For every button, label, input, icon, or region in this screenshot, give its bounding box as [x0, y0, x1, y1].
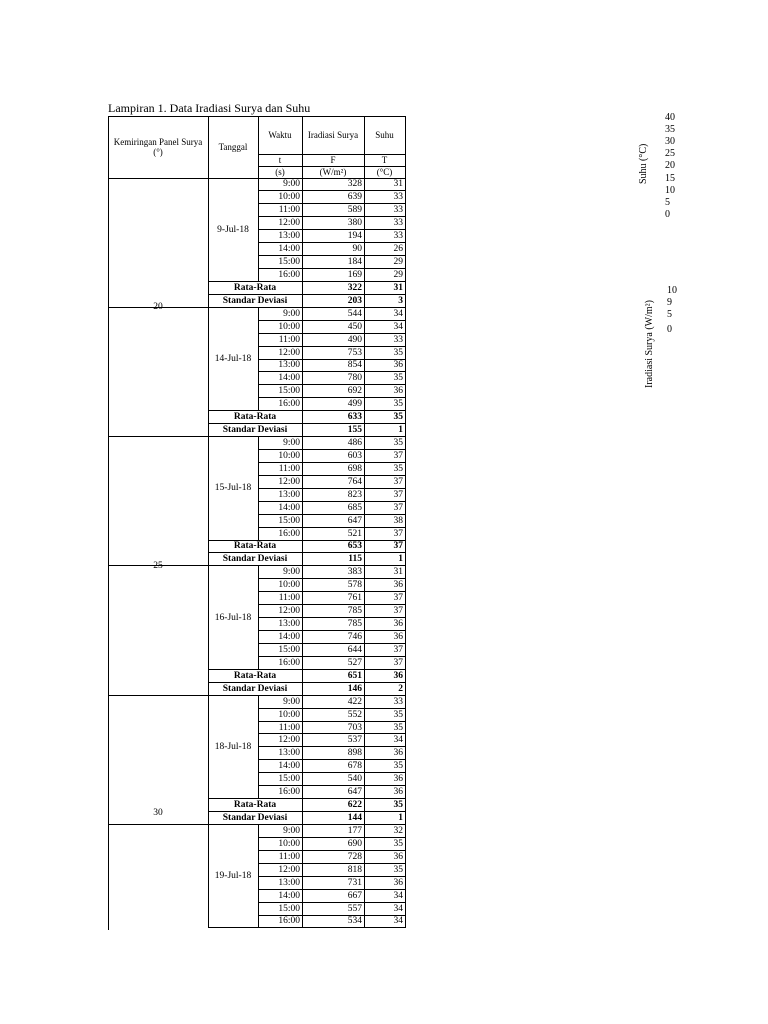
- cell-iradiasi: 854: [347, 360, 362, 371]
- grid-line: [405, 424, 406, 437]
- cell-waktu: 12:00: [278, 735, 300, 746]
- grid-line: [302, 825, 303, 928]
- y-axis-title: Suhu (°C): [638, 143, 649, 184]
- grid-line: [258, 166, 406, 167]
- cell-tanggal: 16-Jul-18: [214, 612, 252, 623]
- cell-iradiasi: 450: [347, 321, 362, 332]
- cell-suhu: 36: [393, 748, 403, 759]
- grid-line: [208, 927, 259, 928]
- cell-waktu: 11:00: [278, 463, 300, 474]
- cell-suhu: 35: [393, 864, 403, 875]
- cell-iradiasi: 823: [347, 489, 362, 500]
- y-tick-label: 10: [665, 184, 675, 196]
- cell-waktu: 11:00: [278, 334, 300, 345]
- cell-iradiasi: 644: [347, 644, 362, 655]
- cell-waktu: 13:00: [278, 231, 300, 242]
- cell-mean-iradiasi: 322: [347, 282, 362, 293]
- cell-waktu: 15:00: [278, 903, 300, 914]
- cell-suhu: 36: [393, 877, 403, 888]
- y-tick-label: 20: [665, 160, 675, 172]
- cell-tanggal: 14-Jul-18: [214, 354, 252, 365]
- cell-iradiasi: 90: [352, 244, 362, 255]
- y-tick-label: 5: [665, 196, 670, 208]
- cell-suhu: 35: [393, 709, 403, 720]
- grid-line: [364, 695, 365, 798]
- cell-iradiasi: 578: [347, 580, 362, 591]
- cell-kemiringan: 30: [153, 807, 163, 818]
- grid-line: [405, 411, 406, 424]
- cell-suhu: 35: [393, 722, 403, 733]
- cell-mean-iradiasi: 622: [347, 800, 362, 811]
- cell-sd-iradiasi: 144: [347, 813, 362, 824]
- data-table: [108, 116, 405, 930]
- grid-line: [258, 927, 406, 928]
- cell-iradiasi: 544: [347, 308, 362, 319]
- grid-line: [302, 437, 303, 540]
- y-tick-label: 30: [665, 136, 675, 148]
- cell-tanggal: 9-Jul-18: [217, 224, 249, 235]
- cell-waktu: 12:00: [278, 347, 300, 358]
- cell-suhu: 33: [393, 218, 403, 229]
- grid-line: [302, 294, 303, 307]
- cell-suhu: 35: [393, 463, 403, 474]
- grid-line: [364, 307, 365, 410]
- grid-line: [302, 799, 303, 812]
- cell-sd-suhu: 1: [398, 813, 403, 824]
- cell-suhu: 31: [393, 567, 403, 578]
- cell-suhu: 29: [393, 257, 403, 268]
- cell-waktu: 9:00: [283, 179, 300, 190]
- grid-line: [302, 424, 303, 437]
- cell-suhu: 36: [393, 619, 403, 630]
- grid-line: [405, 695, 406, 798]
- cell-waktu: 10:00: [278, 321, 300, 332]
- cell-waktu: 14:00: [278, 373, 300, 384]
- y-tick-label: 15: [665, 172, 675, 184]
- cell-mean-iradiasi: 651: [347, 670, 362, 681]
- cell-mean-suhu: 35: [393, 412, 403, 423]
- grid-line: [364, 281, 365, 294]
- grid-line: [364, 799, 365, 812]
- grid-line: [364, 411, 365, 424]
- grid-line: [302, 812, 303, 825]
- grid-line: [364, 812, 365, 825]
- cell-sd-iradiasi: 146: [347, 683, 362, 694]
- grid-line: [364, 116, 365, 178]
- grid-line: [364, 566, 365, 669]
- cell-iradiasi: 761: [347, 593, 362, 604]
- cell-suhu: 38: [393, 515, 403, 526]
- cell-iradiasi: 753: [347, 347, 362, 358]
- cell-waktu: 12:00: [278, 864, 300, 875]
- cell-iradiasi: 534: [347, 916, 362, 927]
- label-standar-deviasi: Standar Deviasi: [222, 295, 288, 306]
- cell-tanggal: 15-Jul-18: [214, 483, 252, 494]
- cell-suhu: 33: [393, 231, 403, 242]
- cell-suhu: 36: [393, 787, 403, 798]
- header-iradiasi: Iradiasi Surya: [307, 130, 359, 140]
- cell-waktu: 13:00: [278, 877, 300, 888]
- cell-waktu: 14:00: [278, 761, 300, 772]
- label-rata-rata: Rata-Rata: [233, 800, 277, 811]
- cell-iradiasi: 557: [347, 903, 362, 914]
- y-tick-label: 35: [665, 124, 675, 136]
- grid-line: [364, 682, 365, 695]
- cell-waktu: 15:00: [278, 515, 300, 526]
- cell-suhu: 36: [393, 632, 403, 642]
- cell-suhu: 31: [393, 179, 403, 190]
- cell-suhu: 34: [393, 308, 403, 319]
- cell-suhu: 33: [393, 205, 403, 216]
- cell-iradiasi: 639: [347, 192, 362, 203]
- cell-waktu: 11:00: [278, 205, 300, 216]
- cell-iradiasi: 380: [347, 218, 362, 229]
- cell-mean-iradiasi: 633: [347, 412, 362, 423]
- cell-suhu: 34: [393, 903, 403, 914]
- grid-line: [302, 116, 303, 178]
- cell-suhu: 36: [393, 774, 403, 785]
- grid-line: [405, 437, 406, 540]
- cell-suhu: 36: [393, 386, 403, 397]
- cell-iradiasi: 603: [347, 450, 362, 461]
- cell-mean-suhu: 31: [393, 282, 403, 293]
- grid-line: [302, 281, 303, 294]
- grid-line: [405, 553, 406, 566]
- header-symbol-f: F: [330, 155, 336, 166]
- cell-suhu: 36: [393, 851, 403, 862]
- cell-iradiasi: 184: [347, 257, 362, 268]
- cell-iradiasi: 746: [347, 632, 362, 642]
- cell-waktu: 10:00: [278, 450, 300, 461]
- label-standar-deviasi: Standar Deviasi: [222, 554, 288, 565]
- grid-line: [302, 178, 303, 281]
- grid-line: [364, 825, 365, 928]
- grid-line: [302, 566, 303, 669]
- header-tanggal: Tanggal: [218, 142, 248, 152]
- grid-line: [302, 682, 303, 695]
- cell-iradiasi: 552: [347, 709, 362, 720]
- grid-line: [405, 799, 406, 812]
- cell-suhu: 34: [393, 916, 403, 927]
- label-rata-rata: Rata-Rata: [233, 541, 277, 552]
- cell-iradiasi: 169: [347, 269, 362, 280]
- cell-iradiasi: 764: [347, 476, 362, 487]
- cell-waktu: 14:00: [278, 890, 300, 901]
- cell-iradiasi: 499: [347, 399, 362, 410]
- header-unit-c: (°C): [376, 167, 393, 178]
- cell-suhu: 32: [393, 825, 403, 836]
- cell-waktu: 15:00: [278, 644, 300, 655]
- cell-tanggal: 19-Jul-18: [214, 871, 252, 882]
- cell-suhu: 37: [393, 489, 403, 500]
- cell-suhu: 37: [393, 528, 403, 539]
- cell-waktu: 11:00: [278, 851, 300, 862]
- grid-line: [364, 294, 365, 307]
- grid-line: [258, 116, 259, 178]
- cell-suhu: 37: [393, 502, 403, 513]
- cell-waktu: 13:00: [278, 489, 300, 500]
- grid-line: [258, 178, 259, 281]
- cell-iradiasi: 422: [347, 696, 362, 707]
- cell-iradiasi: 486: [347, 438, 362, 449]
- grid-line: [258, 307, 259, 410]
- cell-suhu: 35: [393, 373, 403, 384]
- cell-iradiasi: 898: [347, 748, 362, 759]
- grid-line: [405, 281, 406, 294]
- cell-iradiasi: 690: [347, 838, 362, 849]
- grid-line: [258, 695, 259, 798]
- cell-waktu: 10:00: [278, 838, 300, 849]
- cell-suhu: 37: [393, 644, 403, 655]
- cell-suhu: 37: [393, 606, 403, 617]
- cell-suhu: 34: [393, 890, 403, 901]
- y-tick-label: 40: [665, 112, 675, 123]
- cell-iradiasi: 383: [347, 567, 362, 578]
- y-tick-label: 0: [667, 324, 672, 335]
- cell-suhu: 26: [393, 244, 403, 255]
- grid-line: [405, 307, 406, 410]
- cell-sd-iradiasi: 203: [347, 295, 362, 306]
- header-symbol-t2: T: [381, 155, 388, 166]
- cell-waktu: 11:00: [278, 593, 300, 604]
- cell-sd-iradiasi: 115: [348, 554, 362, 565]
- cell-waktu: 16:00: [278, 657, 300, 668]
- cell-waktu: 10:00: [278, 709, 300, 720]
- grid-line: [405, 825, 406, 928]
- grid-line: [302, 411, 303, 424]
- grid-line: [364, 553, 365, 566]
- cell-iradiasi: 780: [347, 373, 362, 384]
- cell-waktu: 15:00: [278, 257, 300, 268]
- cell-suhu: 34: [393, 735, 403, 746]
- cell-waktu: 16:00: [278, 787, 300, 798]
- label-standar-deviasi: Standar Deviasi: [222, 813, 288, 824]
- grid-line: [364, 669, 365, 682]
- cell-waktu: 14:00: [278, 244, 300, 255]
- page-caption: Lampiran 1. Data Iradiasi Surya dan Suhu: [108, 101, 311, 115]
- cell-iradiasi: 647: [347, 515, 362, 526]
- grid-line: [405, 682, 406, 695]
- cell-waktu: 10:00: [278, 192, 300, 203]
- cell-iradiasi: 698: [347, 463, 362, 474]
- grid-line: [364, 540, 365, 553]
- cell-mean-suhu: 36: [393, 670, 403, 681]
- cell-iradiasi: 685: [347, 502, 362, 513]
- cell-suhu: 29: [393, 269, 403, 280]
- cell-waktu: 16:00: [278, 528, 300, 539]
- cell-iradiasi: 521: [347, 528, 362, 539]
- cell-waktu: 15:00: [278, 386, 300, 397]
- y-axis-title: Iradiasi Surya (W/m²): [644, 300, 655, 388]
- header-suhu: Suhu: [375, 130, 394, 140]
- y-tick-label: 9: [667, 297, 672, 308]
- cell-waktu: 12:00: [278, 218, 300, 229]
- grid-line: [405, 812, 406, 825]
- cell-kemiringan: 20: [153, 302, 163, 313]
- grid-line: [405, 294, 406, 307]
- cell-waktu: 9:00: [283, 567, 300, 578]
- grid-line: [364, 178, 365, 281]
- cell-iradiasi: 537: [347, 735, 362, 746]
- y-tick-label: 10: [667, 285, 677, 296]
- grid-line: [302, 553, 303, 566]
- cell-waktu: 9:00: [283, 308, 300, 319]
- y-tick-label: 5: [667, 309, 672, 320]
- cell-waktu: 9:00: [283, 696, 300, 707]
- grid-line: [302, 669, 303, 682]
- cell-waktu: 9:00: [283, 825, 300, 836]
- cell-iradiasi: 647: [347, 787, 362, 798]
- cell-waktu: 12:00: [278, 476, 300, 487]
- label-rata-rata: Rata-Rata: [233, 670, 277, 681]
- header-unit-wm2: (W/m²): [319, 167, 347, 178]
- cell-iradiasi: 540: [347, 774, 362, 785]
- cell-iradiasi: 692: [347, 386, 362, 397]
- grid-line: [405, 116, 406, 178]
- cell-mean-suhu: 37: [393, 541, 403, 552]
- cell-sd-suhu: 1: [398, 425, 403, 436]
- cell-waktu: 16:00: [278, 399, 300, 410]
- label-rata-rata: Rata-Rata: [233, 412, 277, 423]
- cell-suhu: 33: [393, 334, 403, 345]
- grid-line: [364, 424, 365, 437]
- grid-line: [405, 566, 406, 669]
- cell-iradiasi: 328: [347, 179, 362, 190]
- cell-waktu: 15:00: [278, 774, 300, 785]
- grid-line: [108, 116, 109, 930]
- cell-waktu: 13:00: [278, 619, 300, 630]
- cell-waktu: 13:00: [278, 748, 300, 759]
- cell-waktu: 14:00: [278, 632, 300, 642]
- cell-iradiasi: 785: [347, 619, 362, 630]
- cell-suhu: 35: [393, 761, 403, 772]
- cell-tanggal: 18-Jul-18: [214, 741, 252, 752]
- grid-line: [302, 695, 303, 798]
- cell-iradiasi: 589: [347, 205, 362, 216]
- header-unit-s: (s): [275, 167, 285, 178]
- header-symbol-t: t: [278, 155, 282, 166]
- grid-line: [258, 566, 259, 669]
- cell-suhu: 37: [393, 450, 403, 461]
- grid-line: [405, 669, 406, 682]
- header-waktu: Waktu: [268, 130, 292, 140]
- grid-line: [405, 178, 406, 281]
- cell-sd-suhu: 2: [398, 683, 403, 694]
- cell-iradiasi: 527: [347, 657, 362, 668]
- cell-suhu: 35: [393, 838, 403, 849]
- y-tick-label: 25: [665, 148, 675, 160]
- cell-waktu: 13:00: [278, 360, 300, 371]
- cell-iradiasi: 728: [347, 851, 362, 862]
- cell-suhu: 37: [393, 657, 403, 668]
- cell-suhu: 35: [393, 347, 403, 358]
- cell-sd-iradiasi: 155: [347, 425, 362, 436]
- cell-suhu: 34: [393, 321, 403, 332]
- grid-line: [258, 154, 406, 155]
- cell-suhu: 36: [393, 360, 403, 371]
- cell-waktu: 10:00: [278, 580, 300, 591]
- cell-sd-suhu: 3: [398, 295, 403, 306]
- label-rata-rata: Rata-Rata: [233, 282, 277, 293]
- grid-line: [302, 307, 303, 410]
- cell-suhu: 33: [393, 192, 403, 203]
- cell-suhu: 37: [393, 593, 403, 604]
- cell-suhu: 37: [393, 476, 403, 487]
- cell-iradiasi: 703: [347, 722, 362, 733]
- label-standar-deviasi: Standar Deviasi: [222, 683, 288, 694]
- cell-suhu: 33: [393, 696, 403, 707]
- cell-iradiasi: 678: [347, 761, 362, 772]
- grid-line: [258, 825, 259, 928]
- grid-line: [208, 116, 209, 178]
- cell-sd-suhu: 1: [398, 554, 403, 565]
- label-standar-deviasi: Standar Deviasi: [222, 425, 288, 436]
- cell-waktu: 9:00: [283, 438, 300, 449]
- cell-waktu: 16:00: [278, 269, 300, 280]
- cell-iradiasi: 194: [347, 231, 362, 242]
- cell-waktu: 14:00: [278, 502, 300, 513]
- cell-kemiringan: 25: [153, 560, 163, 571]
- cell-iradiasi: 667: [347, 890, 362, 901]
- cell-mean-iradiasi: 653: [347, 541, 362, 552]
- cell-iradiasi: 818: [347, 864, 362, 875]
- cell-mean-suhu: 35: [393, 800, 403, 811]
- cell-iradiasi: 731: [347, 877, 362, 888]
- grid-line: [302, 540, 303, 553]
- header-kemiringan: Kemiringan Panel Surya (°): [113, 137, 203, 157]
- cell-suhu: 35: [393, 399, 403, 410]
- cell-suhu: 35: [393, 438, 403, 449]
- grid-line: [405, 540, 406, 553]
- cell-waktu: 12:00: [278, 606, 300, 617]
- grid-line: [364, 437, 365, 540]
- cell-waktu: 11:00: [278, 722, 300, 733]
- cell-iradiasi: 785: [347, 606, 362, 617]
- grid-line: [258, 437, 259, 540]
- cell-waktu: 16:00: [278, 916, 300, 927]
- cell-suhu: 36: [393, 580, 403, 591]
- cell-iradiasi: 177: [347, 825, 362, 836]
- y-tick-label: 0: [665, 208, 670, 220]
- cell-iradiasi: 490: [347, 334, 362, 345]
